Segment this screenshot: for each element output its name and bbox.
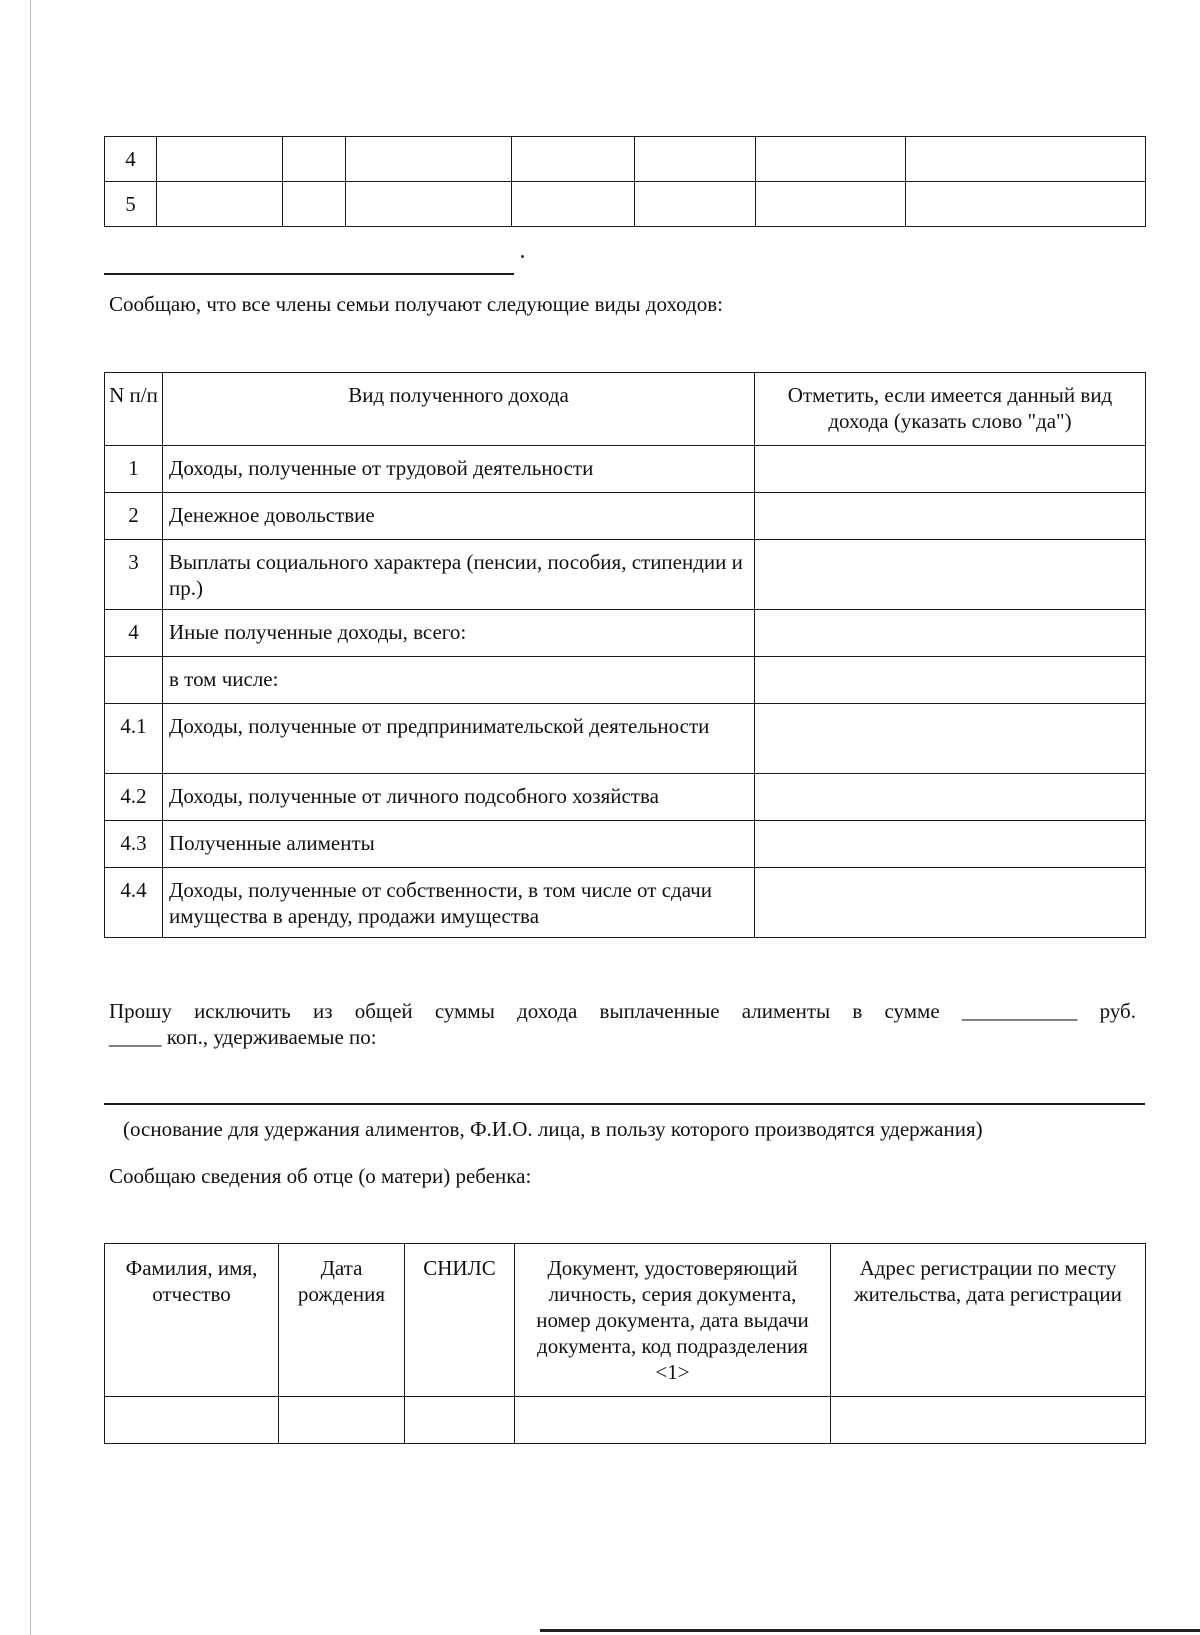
mark-cell[interactable] [755, 704, 1146, 774]
table-row [105, 137, 1146, 182]
alimony-basis-field[interactable] [104, 1103, 1145, 1105]
row-number: 4 [105, 610, 163, 657]
table-cell[interactable] [346, 182, 512, 227]
alimony-basis-caption: (основание для удержания алиментов, Ф.И.О. лица, в пользу которого производятся удержания) [123, 1117, 983, 1141]
mark-cell[interactable] [755, 610, 1146, 657]
row-number: 4.3 [105, 821, 163, 868]
table-row [105, 774, 1146, 821]
row-number [105, 657, 163, 704]
alimony-line-2: _____ коп., удерживаемые по: [109, 1025, 377, 1049]
table-row [105, 821, 1146, 868]
table-row [105, 540, 1146, 610]
row-number: 4.1 [105, 704, 163, 774]
alimony-word: руб. [1099, 999, 1136, 1023]
row-number: 1 [105, 446, 163, 493]
alimony-word: в [852, 999, 863, 1023]
table-header-row [105, 373, 1146, 446]
table-cell[interactable] [906, 137, 1146, 182]
table-cell[interactable] [512, 137, 635, 182]
identity-document-cell[interactable] [515, 1397, 831, 1444]
header-income-type: Вид полученного дохода [163, 373, 755, 446]
table-row [105, 657, 1146, 704]
row-number: 3 [105, 540, 163, 610]
parent-info-table [104, 1243, 1146, 1444]
table-row [105, 446, 1146, 493]
header-number: N п/п [105, 373, 163, 446]
table-cell[interactable] [283, 182, 346, 227]
alimony-word: суммы [434, 999, 495, 1023]
table-cell[interactable] [157, 137, 283, 182]
snils-cell[interactable] [405, 1397, 515, 1444]
table-cell[interactable] [756, 137, 906, 182]
alimony-word: дохода [517, 999, 578, 1023]
alimony-word: Прошу [109, 999, 172, 1023]
alimony-word: алименты [741, 999, 831, 1023]
header-birth-date: Дата рождения [279, 1244, 405, 1397]
table-cell[interactable] [283, 137, 346, 182]
income-type: в том числе: [163, 657, 755, 704]
mark-cell[interactable] [755, 493, 1146, 540]
income-type: Доходы, полученные от трудовой деятельности [163, 446, 755, 493]
row-number: 4 [105, 137, 157, 182]
table-row [105, 1397, 1146, 1444]
income-type: Доходы, полученные от личного подсобного хозяйства [163, 774, 755, 821]
scan-speck [521, 255, 524, 258]
alimony-word: общей [354, 999, 413, 1023]
mark-cell[interactable] [755, 821, 1146, 868]
table-cell[interactable] [756, 182, 906, 227]
alimony-word: исключить [194, 999, 291, 1023]
alimony-word: выплаченные [599, 999, 720, 1023]
table-row [105, 182, 1146, 227]
alimony-word: из [312, 999, 333, 1023]
row-number: 2 [105, 493, 163, 540]
signature-line [104, 273, 514, 275]
income-types-table [104, 372, 1146, 938]
header-mark: Отметить, если имеется данный вид дохода (указать слово "да") [755, 373, 1146, 446]
table-row [105, 493, 1146, 540]
parent-intro: Сообщаю сведения об отце (о матери) ребенка: [109, 1164, 532, 1188]
alimony-word: сумме [884, 999, 940, 1023]
header-snils: СНИЛС [405, 1244, 515, 1397]
full-name-cell[interactable] [105, 1397, 279, 1444]
table-cell[interactable] [346, 137, 512, 182]
mark-cell[interactable] [755, 540, 1146, 610]
row-number: 5 [105, 182, 157, 227]
income-intro: Сообщаю, что все члены семьи получают следующие виды доходов: [109, 292, 723, 316]
row-number: 4.4 [105, 868, 163, 938]
alimony-amount-rub-field[interactable]: ___________ [961, 999, 1078, 1023]
alimony-line-1 [109, 998, 1136, 1024]
income-type: Иные полученные доходы, всего: [163, 610, 755, 657]
table-header-row [105, 1244, 1146, 1397]
income-type: Полученные алименты [163, 821, 755, 868]
table-cell[interactable] [512, 182, 635, 227]
scan-edge [30, 0, 31, 1635]
table-cell[interactable] [906, 182, 1146, 227]
registration-address-cell[interactable] [831, 1397, 1146, 1444]
table-cell[interactable] [635, 182, 756, 227]
table-cell[interactable] [635, 137, 756, 182]
table-cell[interactable] [157, 182, 283, 227]
header-registration-address: Адрес регистрации по месту жительства, дата регистрации [831, 1244, 1146, 1397]
table-row [105, 610, 1146, 657]
income-type: Выплаты социального характера (пенсии, пособия, стипендии и пр.) [163, 540, 755, 610]
income-type: Денежное довольствие [163, 493, 755, 540]
header-identity-document: Документ, удостоверяющий личность, серия документа, номер документа, дата выдачи документа, код подразделения <1> [515, 1244, 831, 1397]
mark-cell[interactable] [755, 657, 1146, 704]
family-members-table [104, 136, 1146, 227]
table-row [105, 704, 1146, 774]
table-row [105, 868, 1146, 938]
income-type: Доходы, полученные от предпринимательской деятельности [163, 704, 755, 774]
mark-cell[interactable] [755, 774, 1146, 821]
row-number: 4.2 [105, 774, 163, 821]
income-type: Доходы, полученные от собственности, в том числе от сдачи имущества в аренду, продажи имущества [163, 868, 755, 938]
header-full-name: Фамилия, имя, отчество [105, 1244, 279, 1397]
scan-edge-bottom [540, 1629, 1200, 1632]
mark-cell[interactable] [755, 446, 1146, 493]
mark-cell[interactable] [755, 868, 1146, 938]
birth-date-cell[interactable] [279, 1397, 405, 1444]
